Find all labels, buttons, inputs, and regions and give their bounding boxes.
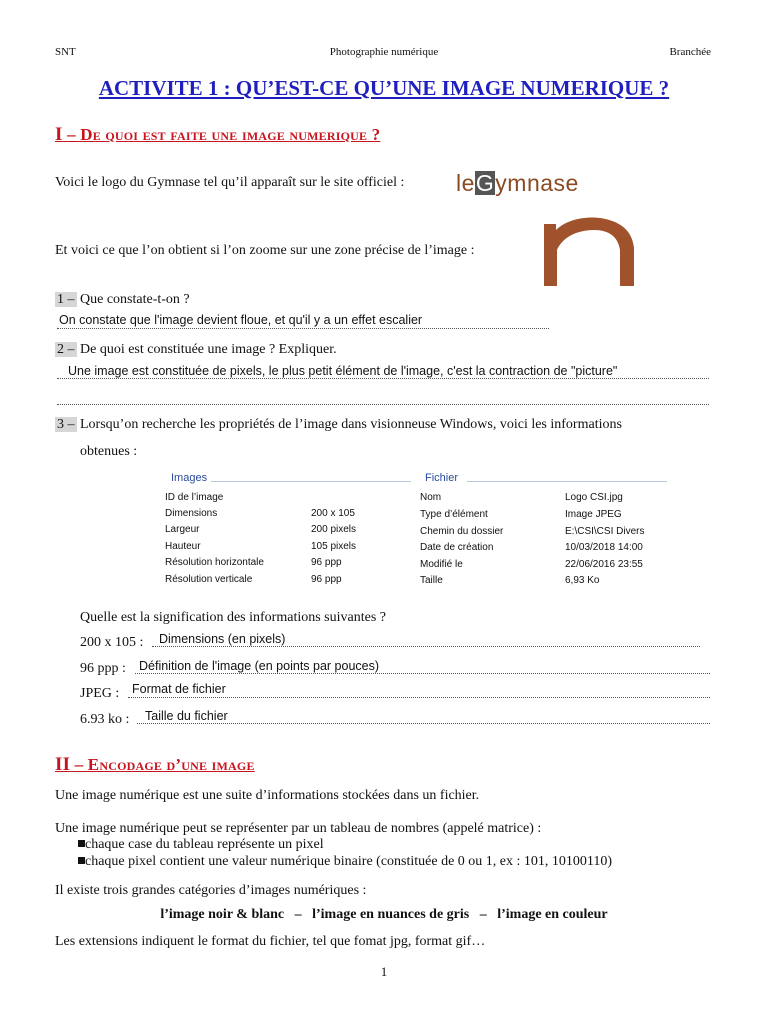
fichier-heading: Fichier xyxy=(425,472,459,484)
section1-number: I xyxy=(55,124,63,145)
question-2 xyxy=(55,341,337,359)
zoomed-n-image xyxy=(540,216,640,288)
q1-answer-line xyxy=(57,328,549,329)
bullet-item: chaque pixel contient une valeur numérique binaire (constituée de 0 ou 1, ex : 101, 10100110) xyxy=(55,853,612,870)
q1-answer: On constate que l'image devient floue, et qu'il y a un effet escalier xyxy=(59,313,423,327)
meaning-label: JPEG : xyxy=(80,686,120,701)
meaning-label: 96 ppp : xyxy=(80,661,126,676)
file-prop-row: Date de création xyxy=(420,542,494,553)
images-heading: Images xyxy=(171,472,208,484)
file-prop-value: 22/06/2016 23:55 xyxy=(565,559,643,570)
meaning-answer-line xyxy=(152,646,700,647)
meaning-label: 6.93 ko : xyxy=(80,712,130,727)
file-prop-value: Logo CSI.jpg xyxy=(565,492,623,503)
meaning-label: 200 x 105 : xyxy=(80,635,144,650)
img-prop-row: ID de l’image xyxy=(165,492,224,503)
section2-p2: Une image numérique peut se représenter par un tableau de nombres (appelé matrice) : xyxy=(55,821,542,836)
img-prop-value: 105 pixels xyxy=(311,541,357,552)
q3-text-2: obtenues : xyxy=(80,444,138,459)
meaning-answer-line xyxy=(135,673,710,674)
meaning-question: Quelle est la signification des informations suivantes ? xyxy=(80,610,386,625)
matrix-bullets xyxy=(55,836,612,870)
file-prop-row: Chemin du dossier xyxy=(420,526,504,537)
page-number: 1 xyxy=(380,964,388,979)
file-prop-row: Modifié le xyxy=(420,559,463,570)
q1-number: 1 – xyxy=(57,292,75,307)
q2-answer-line-1 xyxy=(57,378,709,379)
header-left: SNT xyxy=(55,46,76,58)
q3-text: Lorsqu’on recherche les propriétés de l’image dans visionneuse Windows, voici les informations xyxy=(80,417,622,432)
bullet-item: chaque case du tableau représente un pixel xyxy=(55,836,612,853)
img-prop-value: 96 ppp xyxy=(311,574,342,585)
img-prop-value: 200 x 105 xyxy=(311,508,355,519)
meaning-answer: Format de fichier xyxy=(132,682,226,696)
q2-number: 2 – xyxy=(57,342,75,357)
q3-number: 3 – xyxy=(57,417,75,432)
properties-panel xyxy=(165,472,710,592)
meaning-answer-line xyxy=(137,723,710,724)
image-categories: l’image noir & blanc – l’image en nuances de gris – l’image en couleur xyxy=(160,907,608,922)
q2-answer: Une image est constituée de pixels, le plus petit élément de l'image, c'est la contraction de "picture" xyxy=(68,364,618,378)
header-right: Branchée xyxy=(669,46,711,58)
img-prop-value: 96 ppp xyxy=(311,557,342,568)
meaning-answer: Définition de l'image (en points par pouces) xyxy=(139,659,380,673)
img-prop-row: Résolution horizontale xyxy=(165,557,264,568)
section2-title xyxy=(55,754,255,776)
q2-text: De quoi est constituée une image ? Expliquer. xyxy=(80,342,337,357)
zoom-intro: Et voici ce que l’on obtient si l’on zoome sur une zone précise de l’image : xyxy=(55,243,475,258)
fichier-rule xyxy=(467,481,667,482)
page-title: ACTIVITE 1 : QU’EST-CE QU’UNE IMAGE NUMERIQUE ? xyxy=(98,76,670,100)
file-prop-row: Nom xyxy=(420,492,442,503)
bullet-square-icon xyxy=(78,857,85,864)
meaning-answer: Taille du fichier xyxy=(145,709,228,723)
gymnase-logo: leGymnase xyxy=(456,170,579,196)
img-prop-row: Largeur xyxy=(165,524,200,535)
img-prop-value: 200 pixels xyxy=(311,524,357,535)
question-1 xyxy=(55,291,190,309)
header-center: Photographie numérique xyxy=(329,46,439,58)
question-3 xyxy=(55,416,622,434)
file-prop-value: 10/03/2018 14:00 xyxy=(565,542,643,553)
section2-p3: Il existe trois grandes catégories d’images numériques : xyxy=(55,883,367,898)
section2-number: II xyxy=(55,754,71,775)
img-prop-row: Résolution verticale xyxy=(165,574,253,585)
bullet-square-icon xyxy=(78,840,85,847)
file-prop-value: Image JPEG xyxy=(565,509,622,520)
file-prop-row: Taille xyxy=(420,575,443,586)
section1-heading: – De quoi est faite une image numerique ? xyxy=(67,125,381,144)
file-prop-value: E:\CSI\CSI Divers xyxy=(565,526,645,537)
meaning-answer: Dimensions (en pixels) xyxy=(159,632,286,646)
img-prop-row: Dimensions xyxy=(165,508,218,519)
images-rule xyxy=(211,481,411,482)
q1-text: Que constate-t-on ? xyxy=(80,292,190,307)
section2-p4: Les extensions indiquent le format du fichier, tel que fomat jpg, format gif… xyxy=(55,934,486,949)
file-prop-row: Type d’élément xyxy=(420,509,488,520)
section1-title xyxy=(55,124,380,146)
file-prop-value: 6,93 Ko xyxy=(565,575,600,586)
img-prop-row: Hauteur xyxy=(165,541,201,552)
logo-intro: Voici le logo du Gymnase tel qu’il apparaît sur le site officiel : xyxy=(55,175,405,190)
section2-heading: – Encodage d’une image xyxy=(74,755,255,774)
section2-p1: Une image numérique est une suite d’informations stockées dans un fichier. xyxy=(55,788,480,803)
q2-answer-line-2 xyxy=(57,404,709,405)
meaning-answer-line xyxy=(128,697,710,698)
